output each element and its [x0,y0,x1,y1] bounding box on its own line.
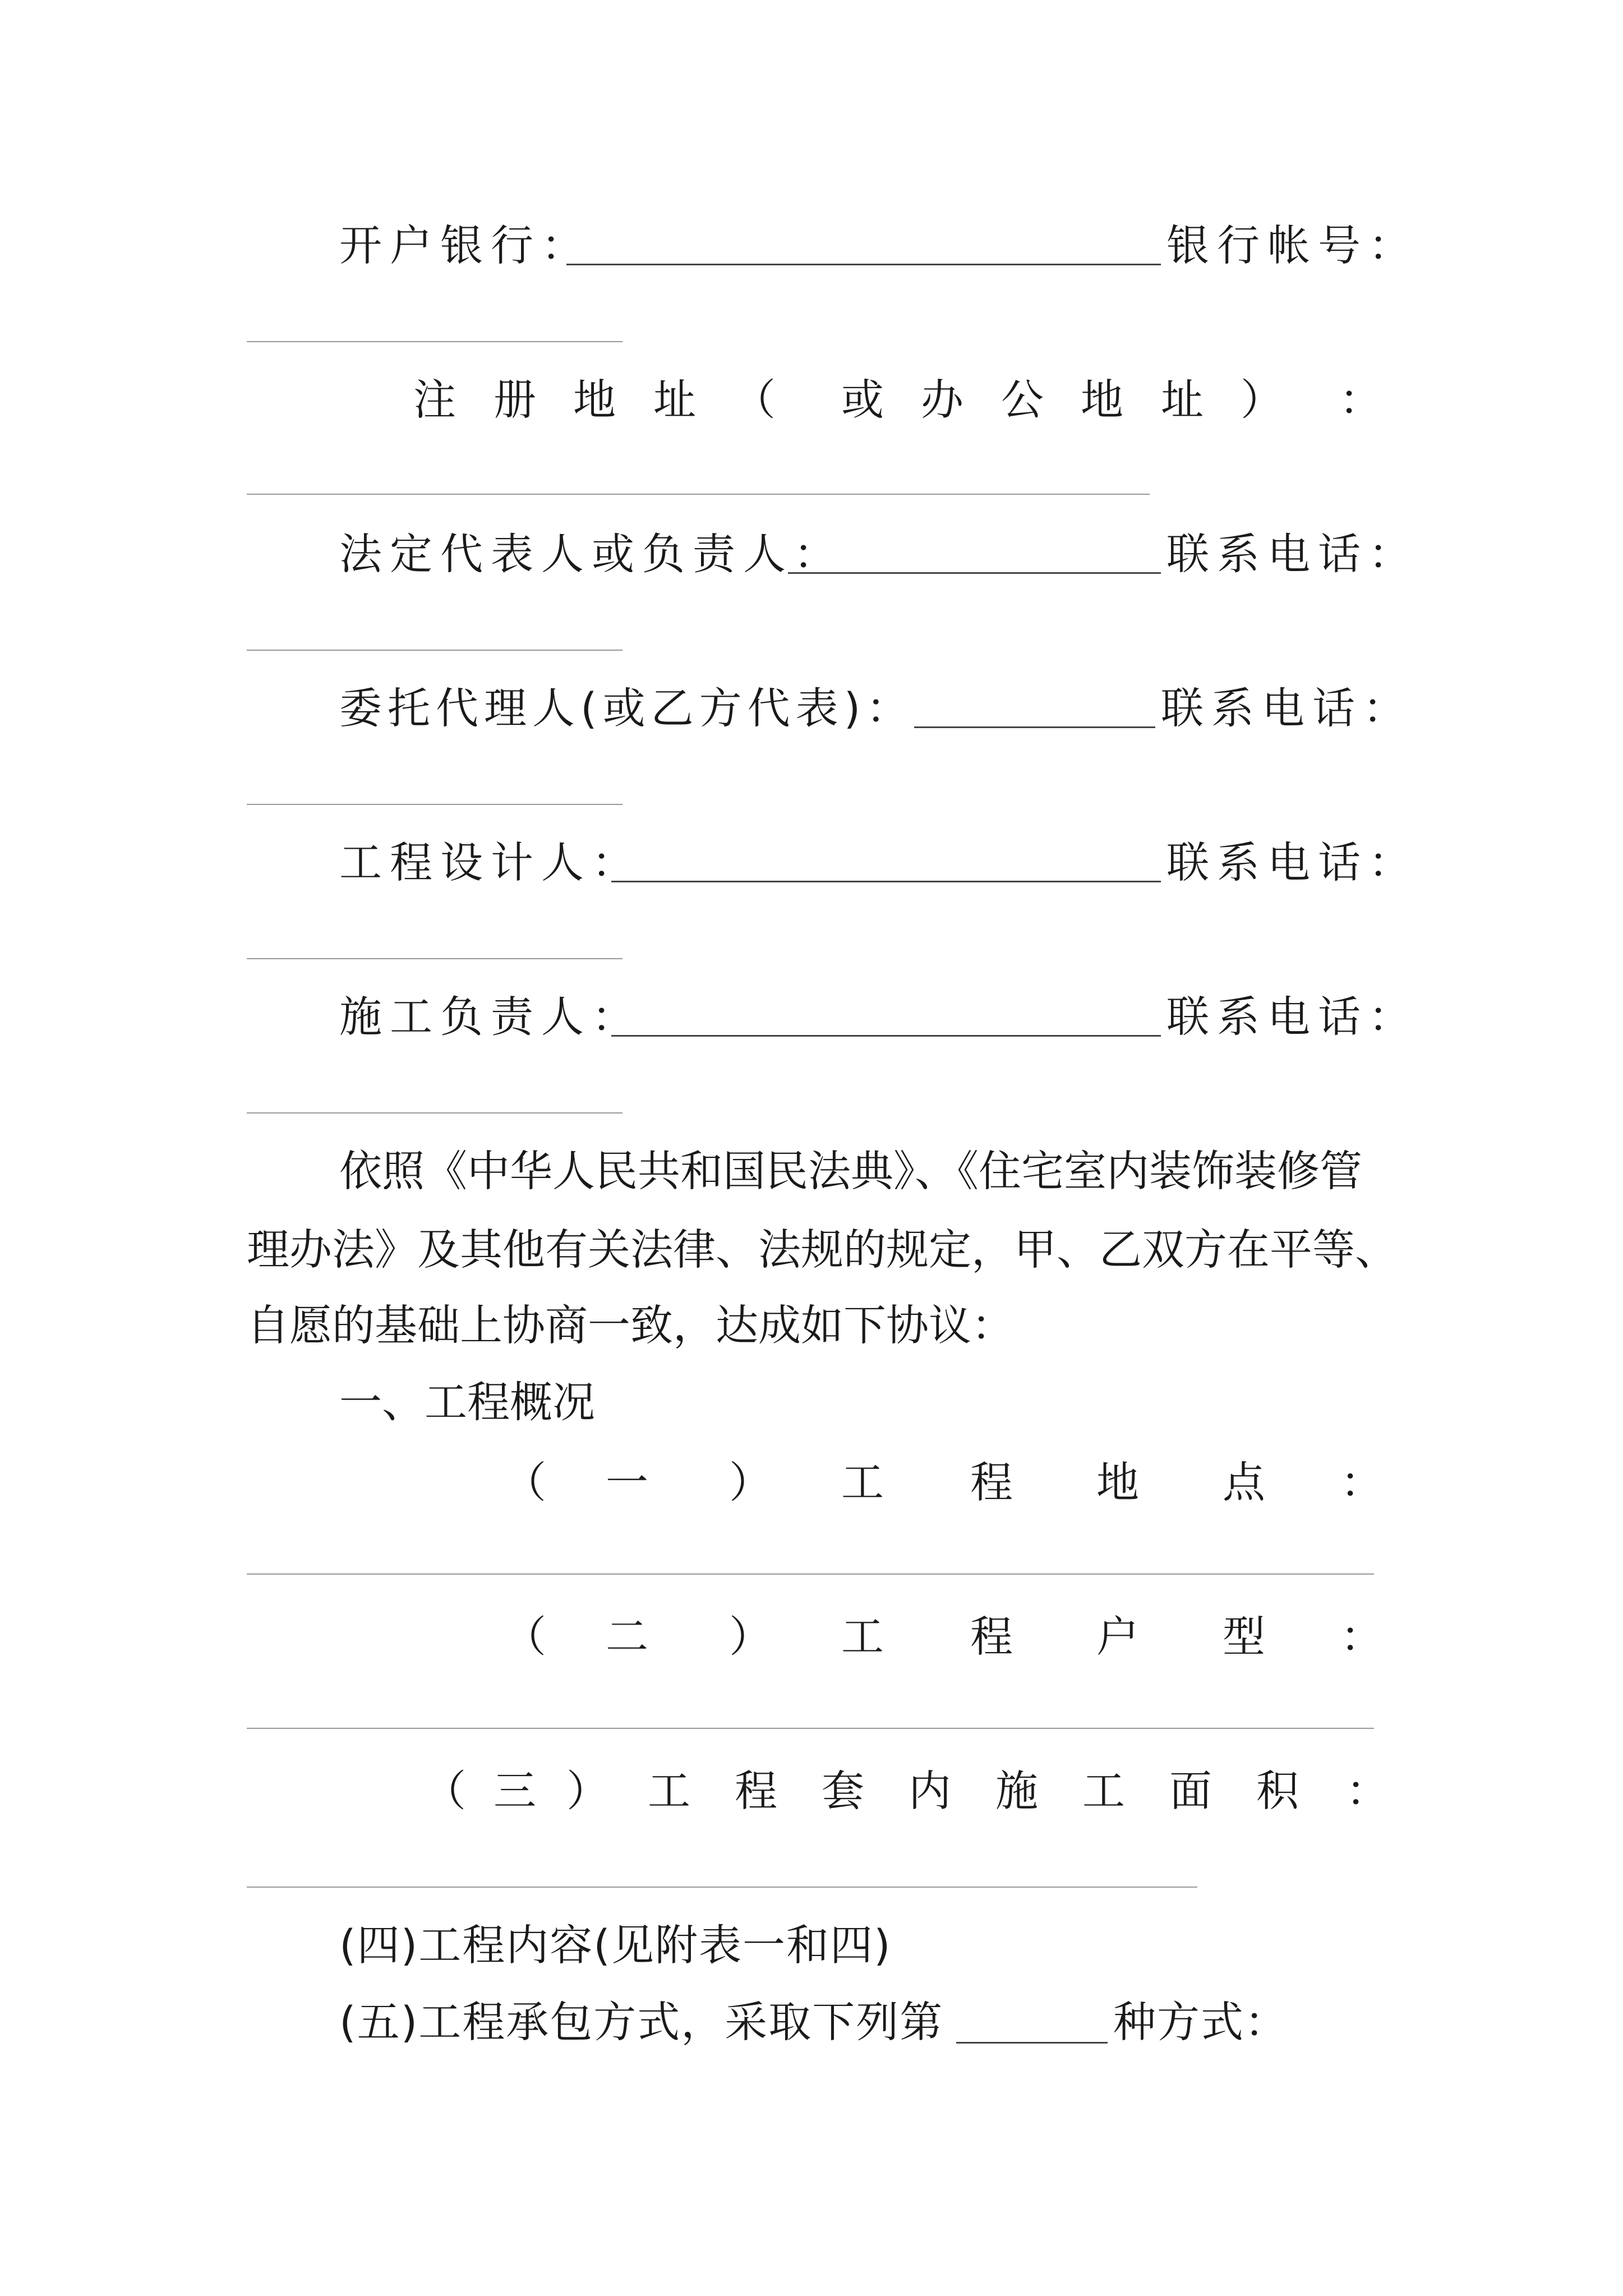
paragraph-line-2: 理办法》及其他有关法律、法规的规定，甲、乙双方在平等、 [247,1225,1398,1274]
agent-phone-field[interactable] [247,804,623,805]
account-label: 银行帐号： [1166,220,1419,270]
item-5-suffix: 种方式： [1113,1997,1288,2047]
designer-field[interactable] [611,881,1161,882]
construction-lead-label: 施工负责人： [339,992,642,1042]
bank-field[interactable] [566,264,1161,265]
phone-label-construction-lead: 联系电话： [1166,992,1419,1042]
bank-label: 开户银行： [339,220,592,270]
item-5-mode-field[interactable] [956,2042,1108,2044]
construction-lead-phone-field[interactable] [247,1112,623,1114]
item-4-content: (四)工程内容(见附表一和四) [339,1920,892,1970]
agent-field[interactable] [914,726,1155,728]
item-1-location-field[interactable] [247,1573,1374,1575]
paragraph-line-1: 依照《中华人民共和国民法典》、《住宅室内装饰装修管 [339,1146,1362,1196]
legal-rep-label: 法定代表人或负责人： [339,529,844,579]
item-3-area-field[interactable] [247,1887,1197,1888]
phone-label-legal-rep: 联系电话： [1166,529,1419,579]
legal-rep-phone-field[interactable] [247,650,623,651]
item-5-prefix: (五)工程承包方式，采取下列第 [339,1997,944,2047]
section-title: 一、工程概况 [339,1377,595,1427]
agent-label: 委托代理人(或乙方代表)： [339,683,915,733]
construction-lead-field[interactable] [611,1035,1161,1037]
phone-label-agent: 联系电话： [1161,683,1413,733]
legal-rep-field[interactable] [788,572,1161,574]
document-page: 开户银行： 银行帐号： 注 册 地 址 （ 或 办 公 地 址 ） ： 法定代表人或负责人： 联系电话： 委托代理人(或乙方代表)： 联系电话： 工程设计人： 联系电话： 施工负责人： 联系电话： 依照《中华人民共和国民法典》、《住宅室内装饰装修管 理办法》及其他有关法律、法规的规定，甲、乙双方在平等、 自愿的基础上协商一致，达成如下协议： 一、工程概况 （ 一 ） 工 程 地 点 ： （ 二 ） 工 程 户 型 ： （ 三 ） 工 程 套 内 施 工 面 积 ： (四)工程内容(见附表一和四) (五)工程承包方式，采取下列第 种方式： [247,220,1419,2047]
designer-phone-field[interactable] [247,958,623,959]
phone-label-designer: 联系电话： [1166,838,1419,887]
address-field[interactable] [247,494,1150,495]
designer-label: 工程设计人： [339,838,642,887]
paragraph-line-3: 自愿的基础上协商一致，达成如下协议： [247,1300,1014,1350]
account-field[interactable] [247,341,623,342]
item-2-unit-type-field[interactable] [247,1728,1374,1729]
